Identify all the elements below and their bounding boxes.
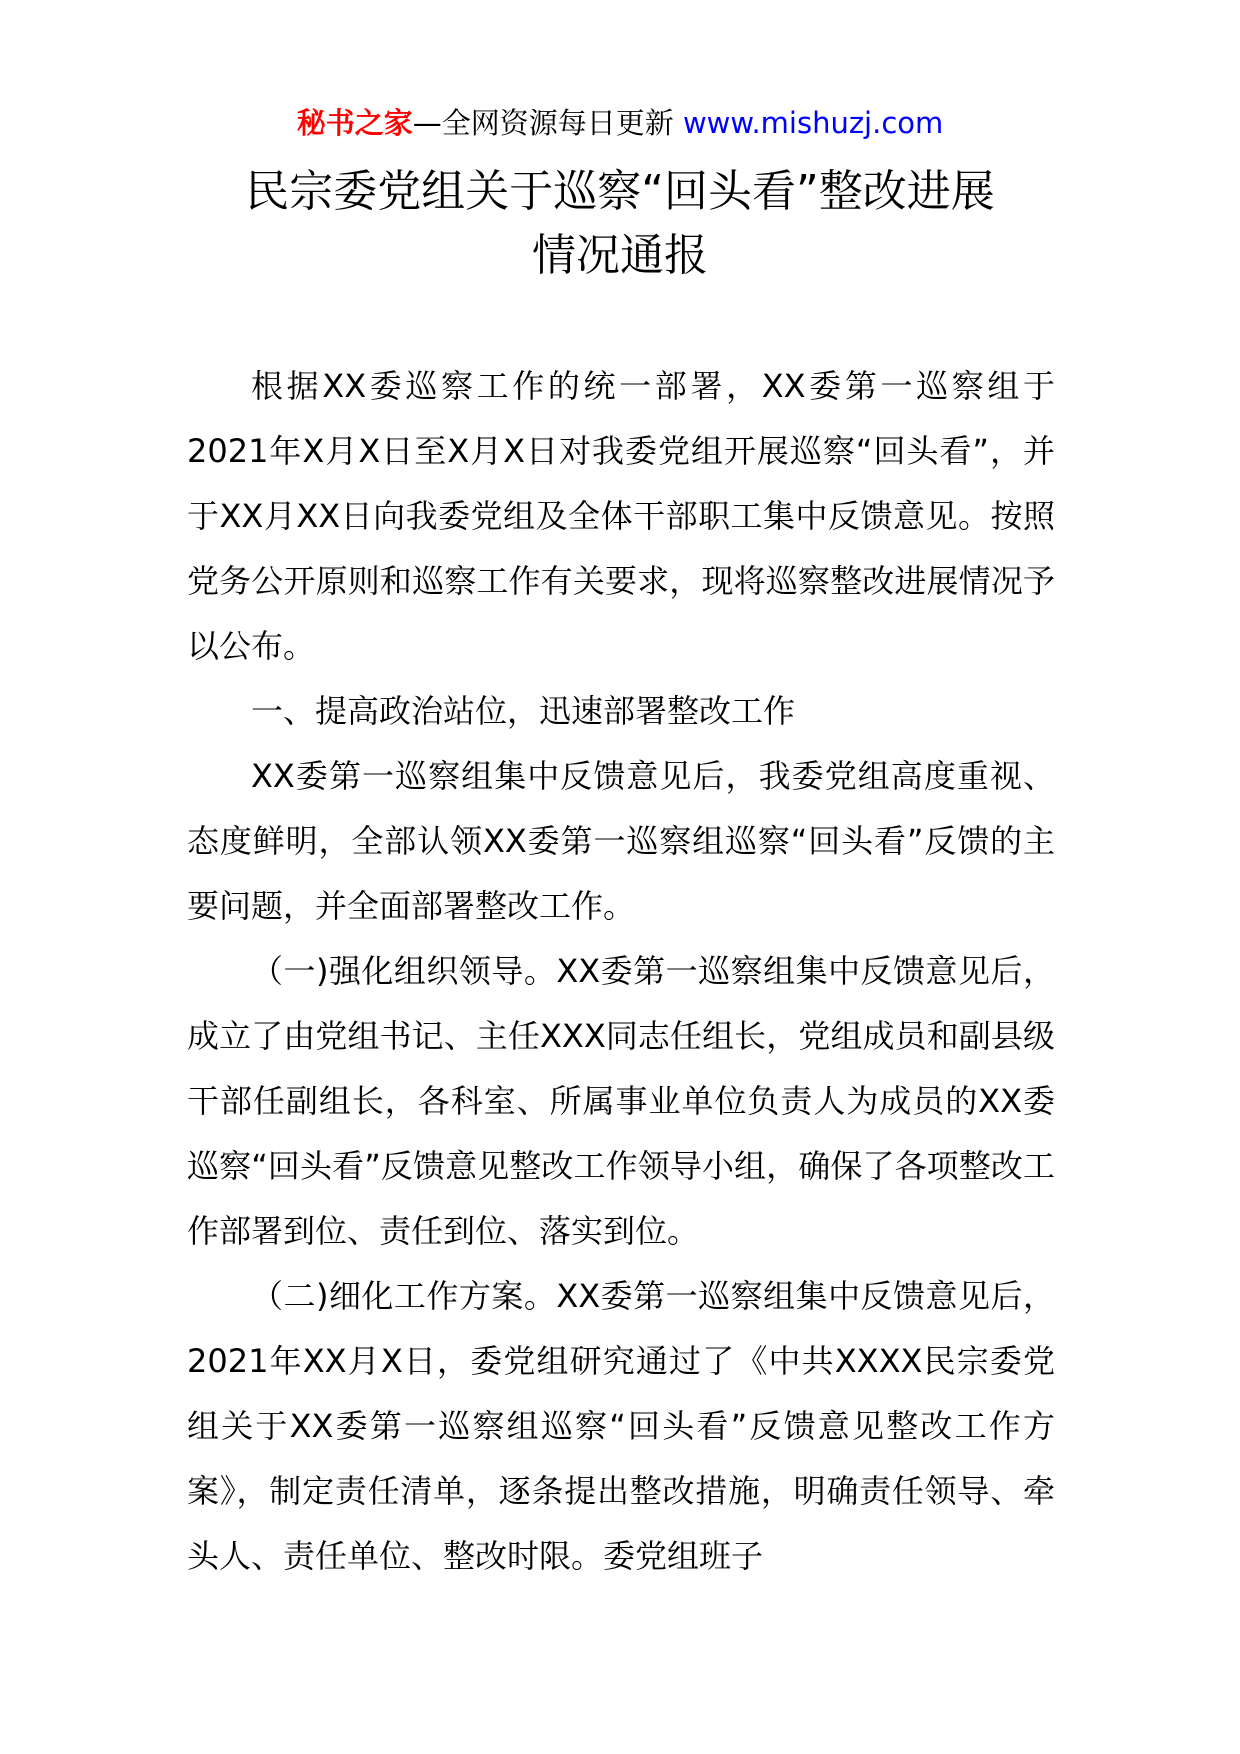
document-body bbox=[187, 354, 1055, 1589]
section-heading-1: 一、提高政治站位，迅速部署整改工作 bbox=[251, 692, 796, 730]
header-tagline: —全网资源每日更新 bbox=[412, 106, 674, 140]
item-2-paragraph: （二)细化工作方案。XX委第一巡察组集中反馈意见后，2021年XX月X日，委党组研究通过了《中共XXXX民宗委党组关于XX委第一巡察组巡察“回头看”反馈意见整改工作方案》，制定责任清单，逐条提出整改措施，明确责任领导、牵头人、责任单位、整改时限。委党组班子 bbox=[187, 1277, 1055, 1575]
title-line-1: 民宗委党组关于巡察“回头看”整改进展 bbox=[245, 166, 995, 217]
item-1-paragraph: （一)强化组织领导。XX委第一巡察组集中反馈意见后，成立了由党组书记、主任XXX同志任组长，党组成员和副县级干部任副组长，各科室、所属事业单位负责人为成员的XX委巡察“回头看”反馈意见整改工作领导小组，确保了各项整改工作部署到位、责任到位、落实到位。 bbox=[187, 952, 1055, 1250]
website-link[interactable]: www.mishuzj.com bbox=[682, 106, 944, 140]
title-line-2: 情况通报 bbox=[532, 230, 708, 281]
document-title bbox=[150, 160, 1090, 288]
section-1-paragraph: XX委第一巡察组集中反馈意见后，我委党组高度重视、态度鲜明，全部认领XX委第一巡察组巡察“回头看”反馈的主要问题，并全面部署整改工作。 bbox=[187, 757, 1055, 925]
brand-name: 秘书之家 bbox=[296, 106, 413, 140]
intro-paragraph: 根据XX委巡察工作的统一部署，XX委第一巡察组于2021年X月X日至X月X日对我委党组开展巡察“回头看”，并于XX月XX日向我委党组及全体干部职工集中反馈意见。按照党务公开原则和巡察工作有关要求，现将巡察整改进展情况予以公布。 bbox=[187, 367, 1055, 665]
site-header bbox=[0, 100, 1240, 146]
